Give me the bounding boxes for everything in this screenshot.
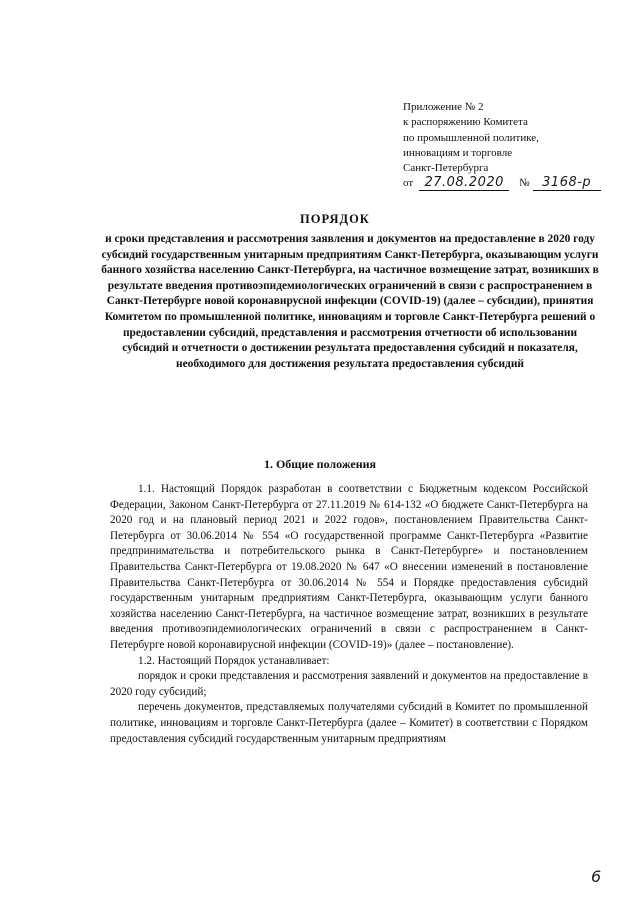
annex-line: по промышленной политике, [403, 131, 539, 144]
body-paragraph: 1.1. Настоящий Порядок разработан в соответствии с Бюджетным кодексом Российской Федерации, Законом Санкт-Петербурга от 27.11.2019 № 614-132 «О бюджете Санкт-Петербурга на 2020 год и на плановый период 2021 и 2022 годов», постановлением Правительства Санкт-Петербурга от 30.06.2014 № 554 «О государственной программе Санкт-Петербурга «Развитие предпринимательства и потребительского рынка в Санкт-Петербурге» и постановлением Правительства Санкт-Петербурга от 19.08.2020 № 647 «О внесении изменений в постановление Правительства Санкт-Петербурга от 30.06.2014 № 554 и Порядке предоставления субсидий государственным унитарным предприятиям Санкт-Петербурга, оказывающим услуги банного хозяйства населению Санкт-Петербурга, на частичное возмещение затрат, возникших в результате введения противоэпидемиологических ограничений в связи с распространением в Санкт-Петербурге новой коронавирусной инфекции (COVID-19)» (далее – постановление). [110, 483, 588, 651]
body-paragraph: перечень документов, представляемых получателями субсидий в Комитет по промышленной политике, инновациям и торговле Санкт-Петербурга (далее – Комитет) в соответствии с Порядком предоставления субсидий государственным унитарным предприятиям [110, 701, 588, 745]
document-title: ПОРЯДОК [300, 212, 370, 226]
annex-line: Приложение № 2 [403, 101, 484, 113]
number-sign: № [519, 177, 530, 190]
annex-date-number-row [403, 176, 618, 191]
handwritten-page-number: 6 [591, 867, 602, 886]
document-body [110, 482, 588, 747]
annex-line: инновациям и торговле [403, 146, 513, 159]
annex-line: Санкт-Петербурга [403, 162, 489, 175]
annex-line: к распоряжению Комитета [403, 116, 528, 129]
section-heading: 1. Общие положения [263, 457, 377, 471]
body-paragraph: порядок и сроки представления и рассмотрения заявлений и документов на предоставление в 2020 году субсидий; [110, 670, 588, 698]
document-subtitle: и сроки представления и рассмотрения заявления и документов на предоставление в 2020 году субсидий государственным унитарным предприятиям Санкт-Петербурга, оказывающим услуги банного хозяйства населению Санкт-Петербурга, на частичное возмещение затрат, возникших в результате введения противоэпидемиологических ограничений в связи с распространением в Санкт-Петербурге новой коронавирусной инфекции (COVID-19) (далее – субсидии), принятия Комитетом по промышленной политике, инновациям и торговле Санкт-Петербурга решений о предоставлении субсидий, представления и рассмотрения отчетности об использовании субсидий и отчетности о достижении результата предоставления субсидий и показателя, необходимого для достижения результата предоставления субсидий [101, 233, 599, 370]
annex-block [403, 100, 618, 192]
date-prefix: от [403, 177, 414, 190]
handwritten-number: 3168-р [533, 176, 601, 191]
body-paragraph: 1.2. Настоящий Порядок устанавливает: [138, 654, 330, 667]
handwritten-date: 27.08.2020 [419, 176, 509, 191]
